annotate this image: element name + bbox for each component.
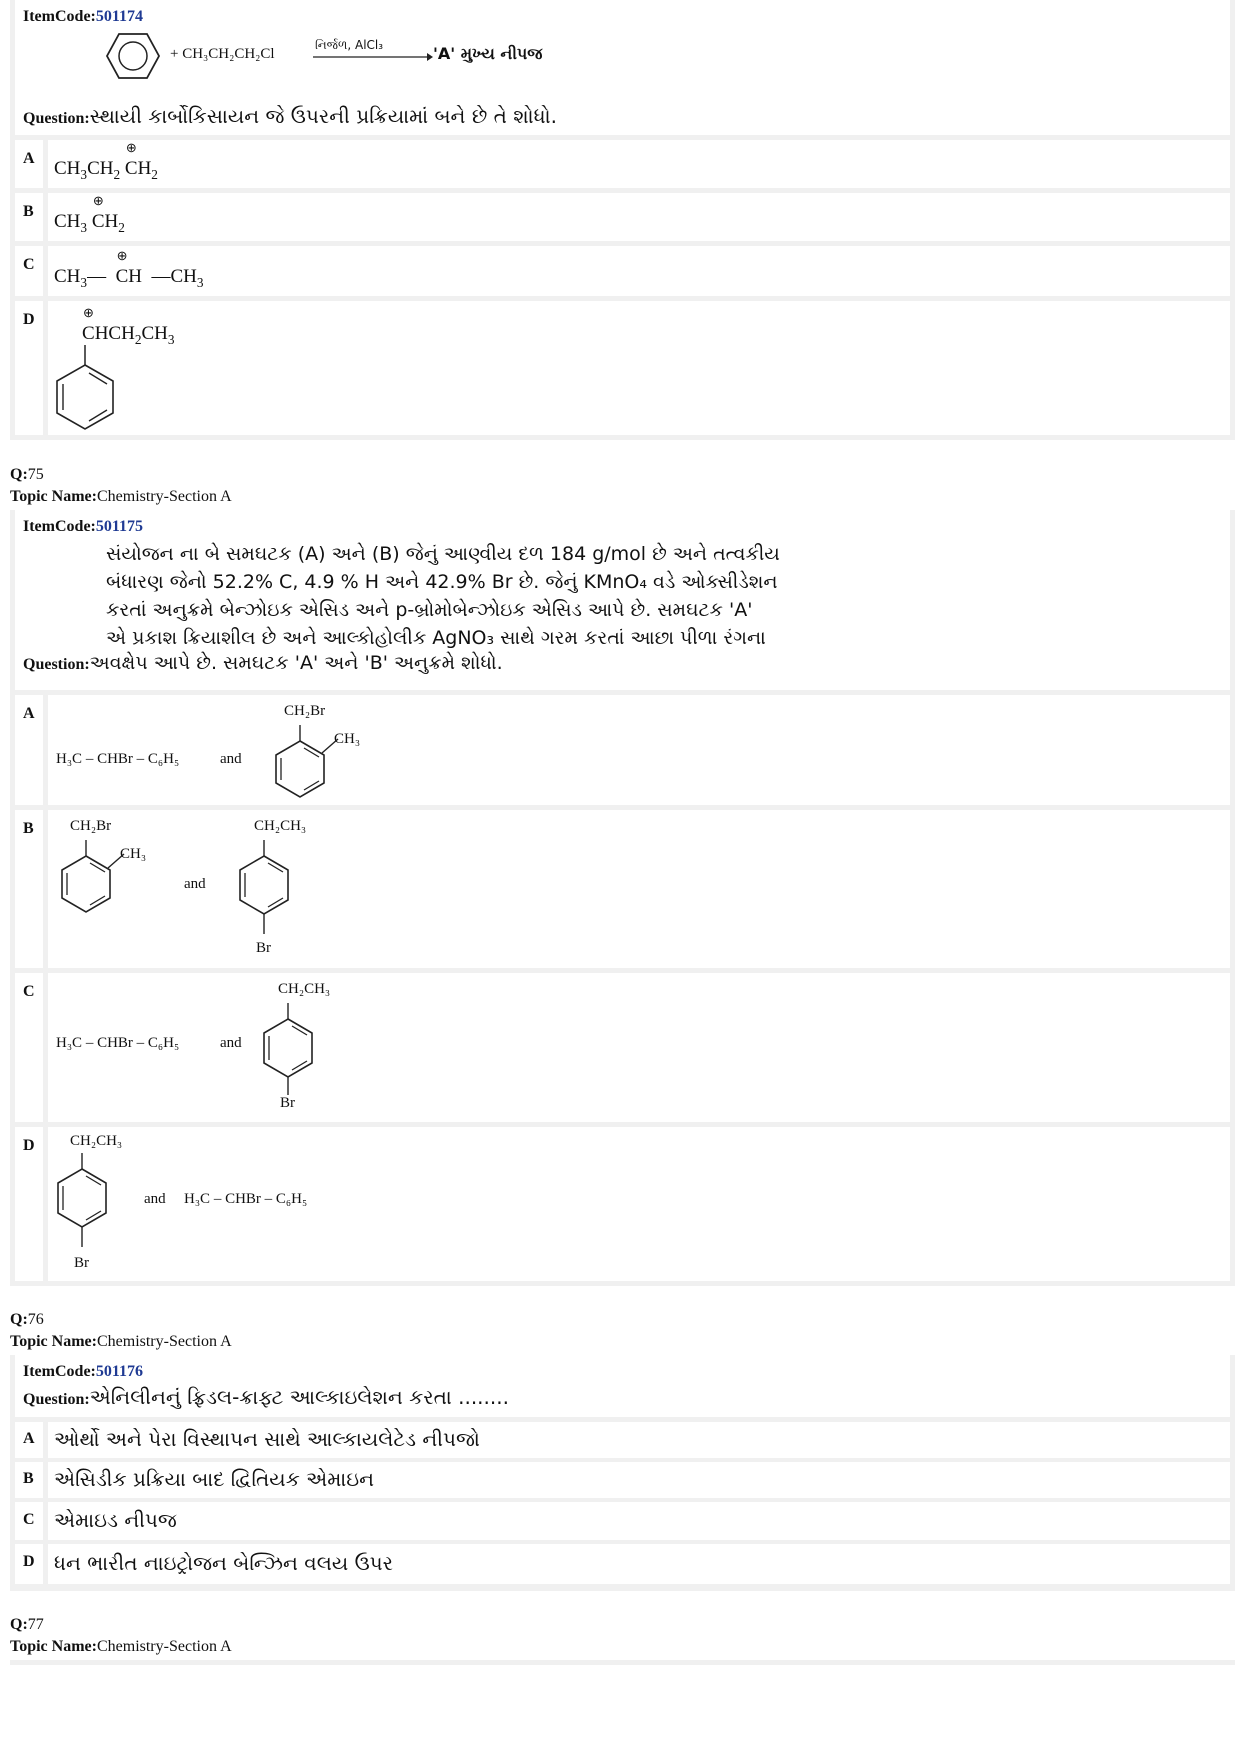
item-code-value: 501175 [95, 518, 143, 535]
option-a[interactable] [48, 1422, 1230, 1458]
and-text: and [144, 1191, 166, 1207]
option-c[interactable] [48, 246, 1230, 296]
item-code-label: ItemCode:501174 [23, 8, 143, 25]
question-text: અવક્ષેપ આપે છે. સમઘટક 'A' અને 'B' અનુક્રમે શોધો. [89, 652, 503, 674]
option-d-formula: C ⊕ $HCH_2CH_3$ [82, 305, 175, 347]
reaction-product: 'A' મુખ્ય નીપજ [433, 44, 543, 63]
q75-stem-line-3: કરતાં અનુક્રમે બેન્ઝોઇક એસિડ અને p-બ્રોમોબેન્ઝોઇક એસિડ આપે છે. સમઘટક 'A' [106, 599, 753, 621]
option-a[interactable] [48, 695, 1230, 805]
q76-number: Q:76 [10, 1311, 44, 1328]
option-a-left-compound: H₃C – CHBr – C₆H₅ [56, 751, 180, 767]
question-74-block [10, 0, 1235, 440]
option-c-formula: $CH_3—$ C ⊕ H $—CH_3$ [54, 248, 204, 290]
q75-stem-line-1: સંયોજન ના બે સમઘટક (A) અને (B) જેનું આણ્વીય દળ 184 g/mol છે અને તત્વકીય [106, 543, 780, 565]
option-d[interactable] [48, 301, 1230, 435]
q76-stem-cell [15, 1355, 1230, 1417]
q76-topic: Topic Name:Chemistry-Section A [10, 1333, 232, 1350]
option-d-right-compound: H₃C – CHBr – C₆H₅ [184, 1191, 308, 1207]
benzene-ring-option-d [53, 343, 117, 431]
question-line: Question:સ્થાયી કાર્બોકિસાયન જે ઉપરની પ્રક્રિયામાં બને છે તે શોધો. [23, 104, 558, 128]
option-a[interactable] [48, 140, 1230, 188]
option-b-formula: $CH_3$ C ⊕ $H_2$ [54, 193, 125, 235]
option-c[interactable] [48, 1502, 1230, 1540]
option-d-label-cell: D [15, 1544, 43, 1584]
item-code-label: ItemCode:501175 [23, 518, 143, 535]
benzene-ring-option-c [256, 1001, 320, 1105]
benzene-ring-reactant [105, 32, 161, 80]
option-b[interactable] [48, 193, 1230, 241]
option-b-text: એસિડીક પ્રક્રિયા બાદ દ્વિતિયક એમાઇન [54, 1467, 375, 1491]
reaction-arrow [313, 52, 433, 62]
q75-number: Q:75 [10, 466, 44, 483]
question-line: Question:અવક્ષેપ આપે છે. સમઘટક 'A' અને 'B' અનુક્રમે શોધો. [23, 652, 503, 674]
option-a-text: ઓર્થો અને પેરા વિસ્થાપન સાથે આલ્કાયલેટેડ નીપજો [54, 1427, 480, 1451]
question-text: એનિલીનનું ફ્રિડલ-ક્રાફ્ટ આલ્કાઇલેશન કરતા ........ [89, 1385, 509, 1409]
option-b-ch3: CH₃ [120, 846, 147, 862]
option-c-text: એમાઇડ નીપજ [54, 1508, 177, 1532]
q75-stem-line-2: બંધારણ જેનો 52.2% C, 4.9 % H અને 42.9% Br છે. જેનું KMnO₄ વડે ઓક્સીડેશન [106, 571, 778, 593]
and-text: and [220, 1035, 242, 1051]
option-c-label-cell: C [15, 973, 43, 1122]
option-c-left-compound: H₃C – CHBr – C₆H₅ [56, 1035, 180, 1051]
option-a-label-cell: A [15, 1422, 43, 1458]
option-d-label-cell: D [15, 301, 43, 435]
item-code-value: 501176 [95, 1363, 143, 1380]
q75-stem-line-4: એ પ્રકાશ ક્રિયાશીલ છે અને આલ્કોહોલીક AgNO₃ સાથે ગરમ કરતાં આછા પીળા રંગના [106, 627, 766, 649]
option-d-label-cell: D [15, 1127, 43, 1281]
option-a-ch2br: CH₂Br [284, 703, 326, 719]
option-b-label-cell: B [15, 1462, 43, 1498]
question-line: Question:એનિલીનનું ફ્રિડલ-ક્રાફ્ટ આલ્કાઇલેશન કરતા ........ [23, 1385, 509, 1409]
and-text: and [220, 751, 242, 767]
reaction-condition: નિર્જળ, AlCl₃ [315, 38, 384, 52]
option-b-br: Br [256, 940, 271, 956]
option-b-label-cell: B [15, 810, 43, 968]
q74-stem-cell [15, 0, 1230, 135]
benzene-ring-option-b-left [52, 838, 132, 916]
option-b-ch2br: CH₂Br [70, 818, 112, 834]
option-d-br: Br [74, 1255, 89, 1271]
and-text: and [184, 876, 206, 892]
question-75-block [10, 510, 1235, 1286]
option-b-label-cell: B [15, 193, 43, 241]
option-d-text: ધન ભારીત નાઇટ્રોજન બેન્ઝિન વલય ઉપર [54, 1551, 394, 1575]
benzene-ring-option-d [50, 1151, 114, 1257]
item-code-label: ItemCode:501176 [23, 1363, 143, 1380]
option-d[interactable] [48, 1127, 1230, 1281]
question-text: સ્થાયી કાર્બોકિસાયન જે ઉપરની પ્રક્રિયામાં બને છે તે શોધો. [89, 104, 558, 128]
benzene-ring-option-b-right [232, 838, 296, 942]
question-76-block [10, 1355, 1235, 1591]
option-c-label-cell: C [15, 1502, 43, 1540]
option-c-label-cell: C [15, 246, 43, 296]
option-b[interactable] [48, 1462, 1230, 1498]
q75-topic: Topic Name:Chemistry-Section A [10, 488, 232, 505]
option-c-ch2ch3: CH₂CH₃ [278, 981, 331, 997]
option-b-ch2ch3: CH₂CH₃ [254, 818, 307, 834]
benzene-ring-option-a [266, 723, 346, 801]
q77-topic: Topic Name:Chemistry-Section A [10, 1638, 232, 1655]
option-d[interactable] [48, 1544, 1230, 1584]
option-a-formula: $CH_3CH_2$ C ⊕ $H_2$ [54, 140, 158, 182]
q77-number: Q:77 [10, 1616, 44, 1633]
option-a-label-cell: A [15, 695, 43, 805]
option-b[interactable] [48, 810, 1230, 968]
q77-block-top [10, 1660, 1235, 1665]
option-a-ch3: CH₃ [334, 731, 361, 747]
option-c[interactable] [48, 973, 1230, 1122]
option-c-br: Br [280, 1095, 295, 1111]
q75-stem-cell [15, 510, 1230, 690]
item-code-value: 501174 [95, 8, 143, 25]
option-d-ch2ch3: CH₂CH₃ [70, 1133, 123, 1149]
reaction-reagent: + CH₃CH₂CH₂Cl [170, 46, 275, 62]
option-a-label-cell: A [15, 140, 43, 188]
